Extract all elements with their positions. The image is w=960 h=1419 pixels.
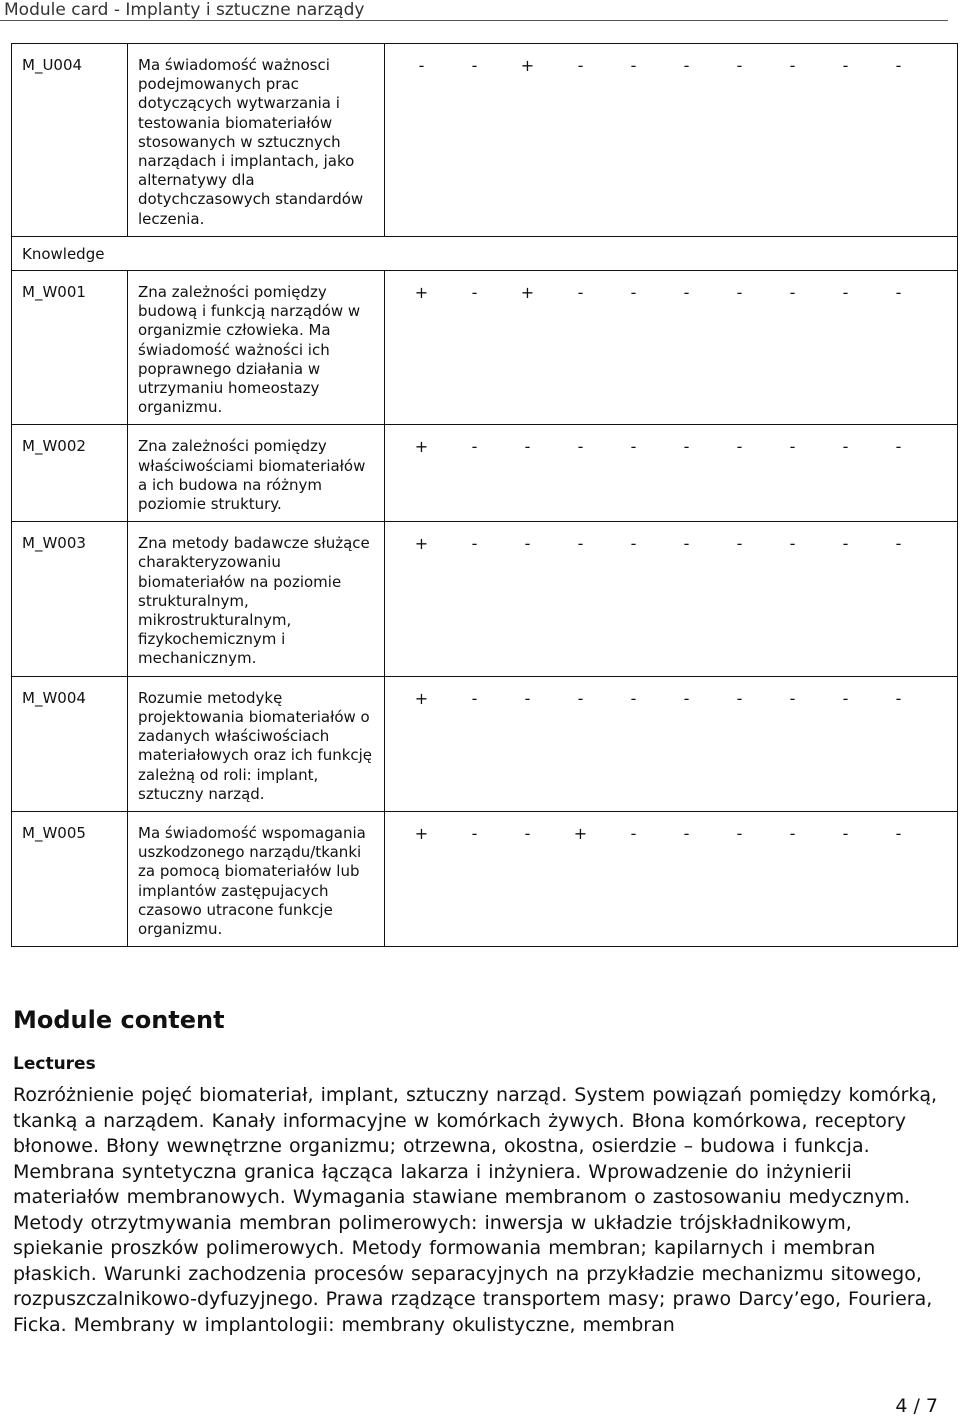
mark-cell: - (895, 437, 902, 457)
marks-row (395, 56, 947, 75)
section-row-knowledge (12, 236, 958, 270)
mark-cell: - (895, 823, 902, 843)
mark-cell: + (414, 534, 429, 554)
mark-cell: - (789, 56, 796, 75)
outcome-marks (385, 271, 958, 425)
mark-cell: - (683, 437, 690, 457)
mark-cell: - (736, 56, 743, 75)
mark-cell: - (524, 688, 531, 708)
mark-cell: - (471, 534, 478, 554)
outcome-description: Ma świadomość ważnosci podejmowanych prac dotyczących wytwarzania i testowania biomateriałów stosowanych w sztucznych narządach i implantach, jako alternatywy dla dotychczasowych standardów leczenia. (128, 44, 385, 237)
mark-cell: + (414, 437, 429, 457)
mark-cell: - (842, 688, 849, 708)
mark-cell: - (630, 823, 637, 843)
mark-cell: - (630, 688, 637, 708)
mark-cell: - (895, 56, 902, 75)
outcome-marks (385, 425, 958, 522)
mark-cell: + (573, 823, 588, 843)
mark-cell: - (577, 534, 584, 554)
mark-cell: - (683, 823, 690, 843)
mark-cell: + (520, 56, 535, 75)
mark-cell: - (577, 56, 584, 75)
table-row (12, 44, 958, 237)
mark-cell: - (842, 534, 849, 554)
mark-cell: - (842, 56, 849, 75)
mark-cell: - (789, 283, 796, 303)
mark-cell: - (471, 437, 478, 457)
mark-cell: - (524, 437, 531, 457)
outcome-code: M_W004 (12, 676, 128, 811)
marks-row (395, 534, 947, 553)
table-row (12, 811, 958, 946)
mark-cell: - (895, 283, 902, 303)
mark-cell: + (414, 823, 429, 843)
outcome-description: Zna zależności pomiędzy budową i funkcją narządów w organizmie człowieka. Ma świadomość ważności ich poprawnego działania w utrzymaniu homeostazy organizmu. (128, 271, 385, 425)
mark-cell: - (683, 56, 690, 75)
document-header-title: Module card - Implanty i sztuczne narządy (4, 0, 365, 20)
outcome-marks (385, 522, 958, 676)
table-row (12, 676, 958, 811)
header-divider (0, 20, 948, 21)
mark-cell: - (577, 437, 584, 457)
mark-cell: - (630, 56, 637, 75)
learning-outcomes-body (12, 44, 958, 947)
mark-cell: - (471, 688, 478, 708)
module-content-heading: Module content (13, 1006, 225, 1034)
mark-cell: - (789, 534, 796, 554)
mark-cell: - (577, 283, 584, 303)
outcome-code: M_W001 (12, 271, 128, 425)
mark-cell: - (736, 823, 743, 843)
mark-cell: - (471, 56, 478, 75)
mark-cell: - (683, 534, 690, 554)
marks-row (395, 689, 947, 708)
mark-cell: + (414, 688, 429, 708)
marks-row (395, 283, 947, 302)
mark-cell: - (789, 688, 796, 708)
outcome-code: M_U004 (12, 44, 128, 237)
mark-cell: - (418, 56, 425, 75)
mark-cell: + (414, 283, 429, 303)
outcome-code: M_W002 (12, 425, 128, 522)
mark-cell: - (524, 534, 531, 554)
mark-cell: - (736, 534, 743, 554)
outcome-description: Zna metody badawcze służące charakteryzowaniu biomateriałów na poziomie strukturalnym, mikrostrukturalnym, fizykochemicznym i mechanicznym. (128, 522, 385, 676)
mark-cell: - (736, 283, 743, 303)
outcome-description: Zna zależności pomiędzy właściwościami biomateriałów a ich budowa na różnym poziomie struktury. (128, 425, 385, 522)
mark-cell: - (736, 437, 743, 457)
mark-cell: - (577, 688, 584, 708)
outcome-description: Rozumie metodykę projektowania biomateriałów o zadanych właściwościach materiałowych oraz ich funkcję zależną od roli: implant, sztuczny narząd. (128, 676, 385, 811)
mark-cell: - (524, 823, 531, 843)
outcome-marks (385, 811, 958, 946)
mark-cell: - (630, 534, 637, 554)
mark-cell: - (895, 534, 902, 554)
outcome-code: M_W005 (12, 811, 128, 946)
mark-cell: - (471, 823, 478, 843)
outcome-marks (385, 44, 958, 237)
outcome-description: Ma świadomość wspomagania uszkodzonego narządu/tkanki za pomocą biomateriałów lub implantów zastępujacych czasowo utracone funkcje organizmu. (128, 811, 385, 946)
lectures-text: Rozróżnienie pojęć biomateriał, implant, sztuczny narząd. System powiązań pomiędzy komórką, tkanką a narządem. Kanały informacyjne w komórkach żywych. Błona komórkowa, receptory błonowe. Błony wewnętrzne organizmu; otrzewna, okostna, osierdzie – budowa i funkcja. Membrana syntetyczna granica łącząca lakarza i inżyniera. Wprowadzenie do inżynierii materiałów membranowych. Wymagania stawiane membranom o zastosowaniu medycznym. Metody otrzytmywania membran polimerowych: inwersja w układzie trójskładnikowym, spiekanie proszków polimerowych. Metody formowania membran; kapilarnych i membran płaskich. Warunki zachodzenia procesów separacyjnych na przykładzie mechanizmu sitowego, rozpuszczalnikowo-dyfuzyjnego. Prawa rządzące transportem masy; prawo Darcy’ego, Fouriera, Ficka. Membrany w implantologii: membrany okulistyczne, membran (13, 1084, 938, 1336)
learning-outcomes-table (11, 43, 958, 947)
table-row (12, 425, 958, 522)
page-number: 4 / 7 (895, 1395, 938, 1417)
mark-cell: - (630, 283, 637, 303)
mark-cell: - (842, 823, 849, 843)
mark-cell: - (842, 283, 849, 303)
table-row (12, 522, 958, 676)
marks-row (395, 437, 947, 456)
mark-cell: - (895, 688, 902, 708)
lectures-heading: Lectures (13, 1054, 96, 1074)
mark-cell: - (789, 823, 796, 843)
mark-cell: - (683, 688, 690, 708)
mark-cell: - (630, 437, 637, 457)
table-row (12, 271, 958, 425)
outcome-code: M_W003 (12, 522, 128, 676)
mark-cell: - (471, 283, 478, 303)
mark-cell: - (842, 437, 849, 457)
mark-cell: - (789, 437, 796, 457)
outcome-marks (385, 676, 958, 811)
mark-cell: + (520, 283, 535, 303)
mark-cell: - (736, 688, 743, 708)
marks-row (395, 824, 947, 843)
mark-cell: - (683, 283, 690, 303)
section-label: Knowledge (12, 236, 958, 270)
